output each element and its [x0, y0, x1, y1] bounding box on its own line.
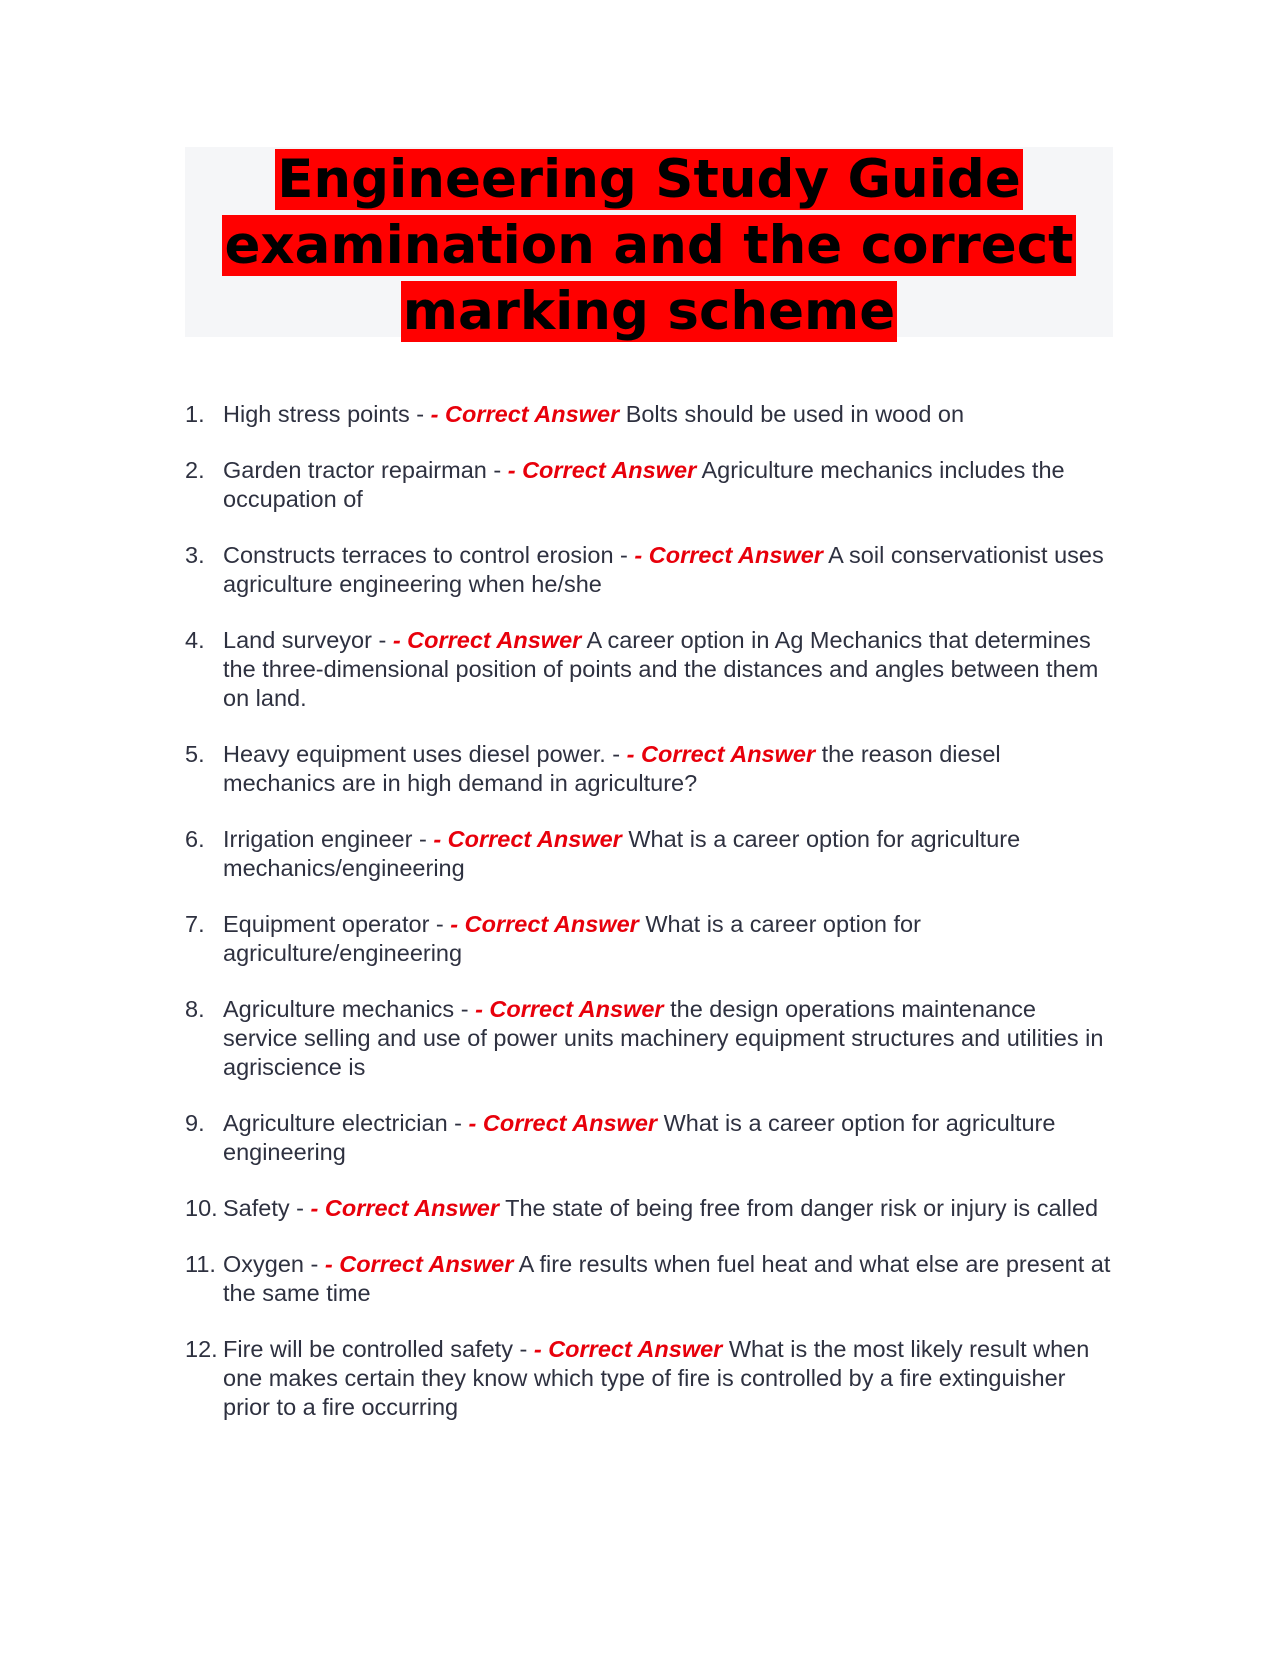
item-number: 2. — [185, 457, 205, 483]
item-definition: Bolts should be used in wood on — [625, 401, 965, 427]
item-term: Heavy equipment uses diesel power. - — [223, 741, 621, 767]
correct-answer-label: - Correct Answer — [450, 911, 639, 937]
item-number: 1. — [185, 401, 205, 427]
item-definition: the design operations maintenance service selling and use of power units machinery equipment structures and utilities in agriscience is — [223, 996, 1104, 1080]
list-item — [185, 740, 1115, 798]
list-item — [185, 1250, 1115, 1308]
item-definition: What is a career option for agriculture engineering — [223, 1110, 1056, 1165]
correct-answer-label: - Correct Answer — [324, 1251, 514, 1277]
item-term: Oxygen - — [223, 1251, 319, 1277]
title-line-2: examination and the correct — [224, 215, 1074, 276]
item-definition: What is a career option for agriculture mechanics/engineering — [223, 826, 1021, 881]
item-term: Garden tractor repairman - — [223, 457, 502, 483]
title-banner — [185, 147, 1113, 342]
correct-answer-label: - Correct Answer — [468, 1110, 658, 1136]
item-number: 12. — [185, 1336, 218, 1362]
item-term: Fire will be controlled safety - — [223, 1336, 528, 1362]
item-number: 5. — [185, 741, 205, 767]
list-item — [185, 456, 1115, 514]
item-term: High stress points - — [223, 401, 425, 427]
correct-answer-label: - Correct Answer — [310, 1195, 499, 1221]
item-term: Agriculture mechanics - — [223, 996, 469, 1022]
item-definition: A career option in Ag Mechanics that determines the three-dimensional position of points and the distances and angles between them on land. — [223, 627, 1099, 711]
item-term: Land surveyor - — [223, 627, 387, 653]
list-item — [185, 1109, 1115, 1167]
item-definition: the reason diesel mechanics are in high demand in agriculture? — [223, 741, 1001, 796]
item-number: 4. — [185, 627, 205, 653]
item-definition: The state of being free from danger risk or injury is called — [505, 1195, 1099, 1221]
title-line-3: marking scheme — [402, 281, 896, 342]
list-item — [185, 400, 1115, 429]
correct-answer-label: - Correct Answer — [634, 542, 823, 568]
item-definition: Agriculture mechanics includes the occupation of — [223, 457, 1065, 512]
question-answer-list — [185, 400, 1115, 1449]
correct-answer-label: - Correct Answer — [392, 627, 582, 653]
item-number: 9. — [185, 1110, 205, 1136]
correct-answer-label: - Correct Answer — [507, 457, 697, 483]
list-item — [185, 626, 1115, 713]
page-title — [185, 147, 1113, 345]
correct-answer-label: - Correct Answer — [533, 1336, 723, 1362]
list-item — [185, 995, 1115, 1082]
correct-answer-label: - Correct Answer — [430, 401, 620, 427]
list-item — [185, 1335, 1115, 1422]
item-definition: A soil conservationist uses agriculture engineering when he/she — [223, 542, 1104, 597]
item-term: Agriculture electrician - — [223, 1110, 463, 1136]
item-number: 8. — [185, 996, 205, 1022]
item-number: 3. — [185, 542, 205, 568]
item-definition: What is the most likely result when one makes certain they know which type of fire is controlled by a fire extinguisher prior to a fire occurring — [223, 1336, 1090, 1420]
correct-answer-label: - Correct Answer — [433, 826, 622, 852]
item-definition: What is a career option for agriculture/engineering — [223, 911, 921, 966]
list-item — [185, 910, 1115, 968]
list-item — [185, 1194, 1115, 1223]
item-term: Safety - — [223, 1195, 304, 1221]
item-term: Equipment operator - — [223, 911, 444, 937]
item-term: Irrigation engineer - — [223, 826, 427, 852]
item-definition: A fire results when fuel heat and what else are present at the same time — [223, 1251, 1111, 1306]
correct-answer-label: - Correct Answer — [475, 996, 664, 1022]
list-item — [185, 541, 1115, 599]
item-number: 6. — [185, 826, 205, 852]
list-item — [185, 825, 1115, 883]
item-term: Constructs terraces to control erosion - — [223, 542, 628, 568]
item-number: 10. — [185, 1195, 218, 1221]
item-number: 11. — [185, 1251, 216, 1277]
title-line-1: Engineering Study Guide — [277, 149, 1021, 210]
correct-answer-label: - Correct Answer — [626, 741, 816, 767]
item-number: 7. — [185, 911, 205, 937]
